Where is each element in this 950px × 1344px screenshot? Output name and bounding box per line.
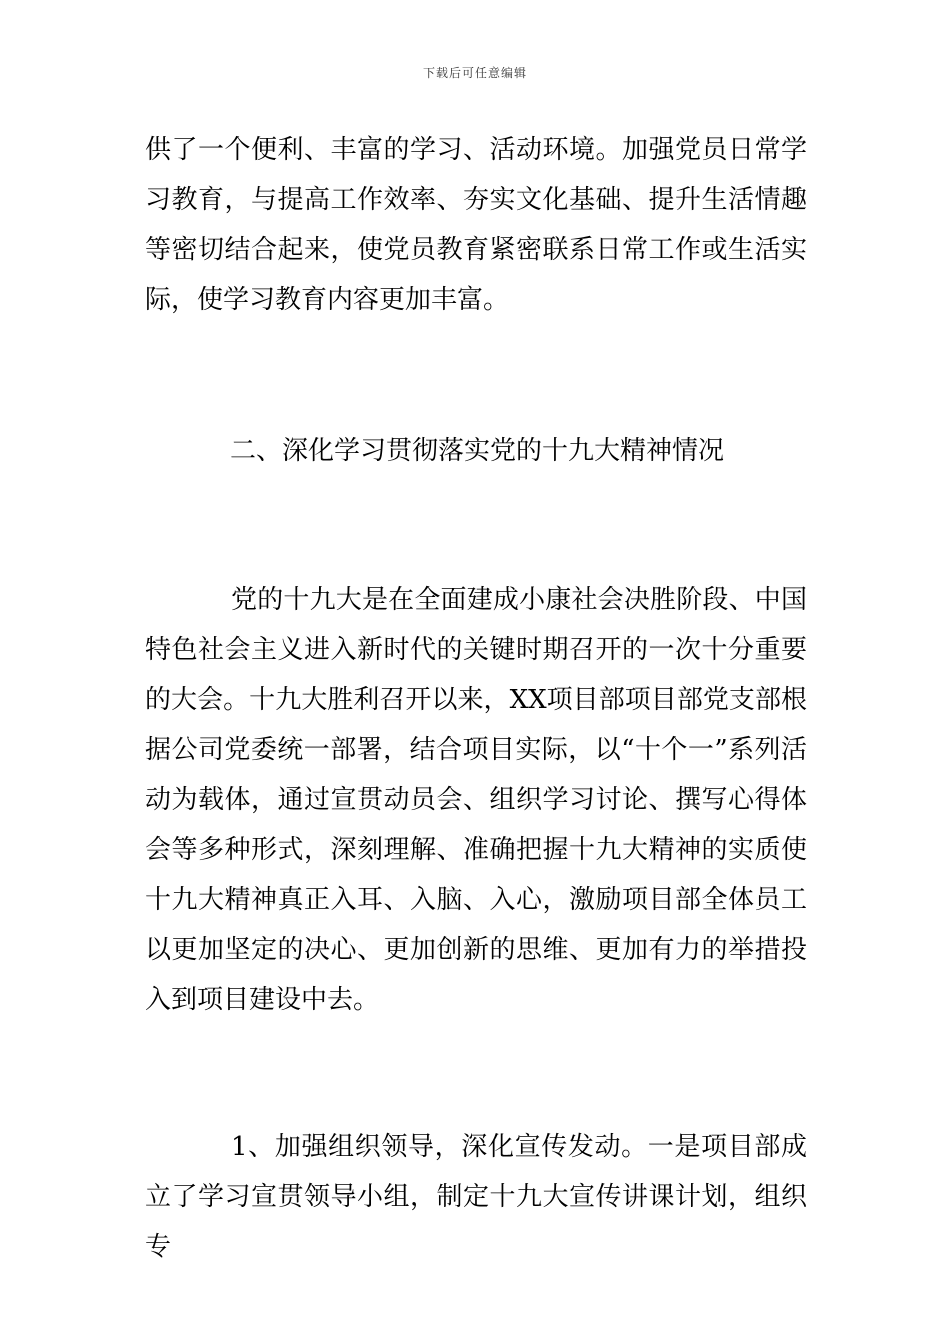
- paragraph-body: 党的十九大是在全面建成小康社会决胜阶段、中国特色社会主义进入新时代的关键时期召开的一次十分重要的大会。十九大胜利召开以来，XX项目部项目部党支部根据公司党委统一部署，结合项目实际，以“十个一”系列活动为载体，通过宣贯动员会、组织学习讨论、撰写心得体会等多种形式，深刻理解、准确把握十九大精神的实质使十九大精神真正入耳、入脑、入心，激励项目部全体员工以更加坚定的决心、更加创新的思维、更加有力的举措投入到项目建设中去。: [145, 585, 807, 1015]
- page-header: 下载后可任意编辑: [422, 66, 527, 80]
- section-heading: 二、深化学习贯彻落实党的十九大精神情况: [230, 436, 725, 466]
- paragraph-continuation: 供了一个便利、丰富的学习、活动环境。加强党员日常学习教育，与提高工作效率、夯实文化基础、提升生活情趣等密切结合起来，使党员教育紧密联系日常工作或生活实际，使学习教育内容更加丰富。: [145, 135, 807, 315]
- paragraph-subsection-1: 1、加强组织领导，深化宣传发动。一是项目部成立了学习宣贯领导小组，制定十九大宣传讲课计划，组织专: [145, 1132, 807, 1262]
